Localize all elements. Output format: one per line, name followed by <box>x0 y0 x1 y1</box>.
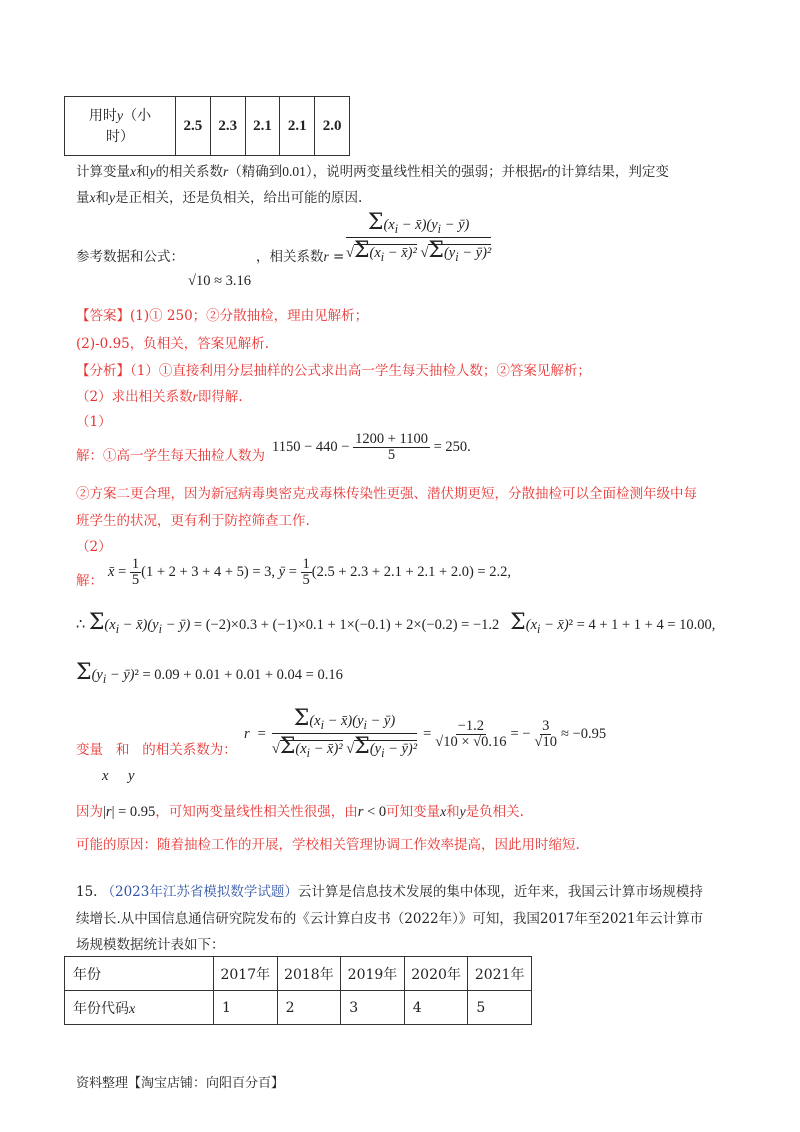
table-cell: 2.3 <box>210 97 245 156</box>
corr-var-y: y <box>128 768 135 784</box>
part2-label: （2） <box>76 539 112 555</box>
sum-line1: ∴ $\Sigma(x_i$ − $x̄)(y_i$ − ȳ) = (−2)×0.3 + (−1)×0.1 + 1×(−0.1) + 2×(−0.2) = −1.2 $\Sigma(x_i$ − x̄)² = 4 + 1 + 1 + 4 = 10.00, <box>76 610 716 636</box>
table-row-label: 年份代码x <box>65 991 214 1025</box>
corr-prefix: 变量 和 的相关系数为： <box>76 742 237 758</box>
table-header-cell: 年份 <box>65 957 214 991</box>
solution3-math: x̄ = $\frac{1}{5}$ (1 + 2 + 3 + 4 + 5) = 3, ȳ = $\frac{1}{5}$ (2.5 + 2.3 + 2.1 + 2.1 + 2.0) = 2.2, <box>108 556 511 588</box>
table-header-cell: 2019年 <box>341 957 405 991</box>
reference-sqrt: √10 ≈ 3.16 <box>188 273 252 289</box>
table-cell: 2 <box>277 991 341 1025</box>
table-cell: 1 <box>214 991 278 1025</box>
corr-var-x: x <box>102 768 109 784</box>
question-text-line1: 计算变量x和y的相关系数r（精确到0.01），说明两变量线性相关的强弱；并根据r的计算结果，判定变 <box>76 164 669 180</box>
table-cell: 2.0 <box>315 97 350 156</box>
table-cell: 4 <box>404 991 468 1025</box>
sum-line2: $\Sigma(y_i$ − ȳ)² = 0.09 + 0.01 + 0.01 + 0.04 = 0.16 <box>76 660 343 686</box>
table-cell: 2.5 <box>176 97 211 156</box>
table-row-label: 用时y（小 时） <box>65 97 176 156</box>
solution3-prefix: 解： <box>76 573 103 589</box>
solution1-math: 1150 − 440 − $\frac{1200 + 1100}{5}$ = 250. <box>272 431 471 463</box>
corr-calc: r = $\Sigma(x_i$ − $x̄)(y_i$ − ȳ) $√\Sigma(x_i$ − x̄)² $√\Sigma(y_i$ − ȳ)² = $\frac{-1.2}{√10 \times √0.16}$ = − $\frac{3}{√10}$ ≈ −0.95 <box>244 706 607 760</box>
table-header-cell: 2018年 <box>277 957 341 991</box>
analysis-line2: （2）求出相关系数r即得解. <box>76 389 243 405</box>
question15-line3: 场规模数据统计表如下： <box>76 937 225 953</box>
analysis-line1: 【分析】（1）①直接利用分层抽样的公式求出高一学生每天抽检人数；②答案见解析； <box>76 363 591 379</box>
solution1-prefix: 解：①高一学生每天抽检人数为 <box>76 448 265 464</box>
footer-text: 资料整理【淘宝店铺：向阳百分百】 <box>76 1076 285 1091</box>
question-number: 15. <box>76 884 98 900</box>
reference-label: 参考数据和公式： <box>76 249 184 265</box>
reference-corr-label: ，相关系数r = <box>256 249 345 265</box>
answer-line1: 【答案】(1)① 250；②分散抽检，理由见解析； <box>76 308 369 324</box>
question-source: （2023年江苏省模拟数学试题） <box>101 884 298 900</box>
table-cell: 2.1 <box>245 97 280 156</box>
corr-formula: $\Sigma(x_i$ − $x̄)(y_i$ − ȳ) $√\Sigma(x_i$ − x̄)² $√\Sigma(y_i$ − ȳ)² <box>346 210 492 264</box>
part1-label: （1） <box>76 414 112 430</box>
table-header-cell: 2020年 <box>404 957 468 991</box>
conclusion-line1: 因为|r| = 0.95，可知两变量线性相关性很强，由r < 0可知变量x和y是负相关. <box>76 804 524 820</box>
data-table-years <box>64 956 532 1025</box>
question-text-line2: 量x和y是正相关，还是负相关，给出可能的原因. <box>76 190 363 206</box>
conclusion-line2: 可能的原因：随着抽检工作的开展，学校相关管理协调工作效率提高，因此用时缩短. <box>76 837 580 853</box>
solution2-line2: 班学生的状况，更有利于防控筛查工作. <box>76 513 310 529</box>
data-table-time <box>64 96 350 156</box>
answer-line2: (2)-0.95，负相关，答案见解析. <box>76 336 270 352</box>
table-header-cell: 2017年 <box>214 957 278 991</box>
table-cell: 3 <box>341 991 405 1025</box>
table-header-cell: 2021年 <box>468 957 532 991</box>
question15-line2: 续增长.从中国信息通信研究院发布的《云计算白皮书（2022年）》可知，我国2017年至2021年云计算市 <box>76 911 704 927</box>
table-cell: 2.1 <box>280 97 315 156</box>
solution2-line1: ②方案二更合理，因为新冠病毒奥密克戎毒株传染性更强、潜伏期更短，分散抽检可以全面检测年级中每 <box>76 486 697 502</box>
question15-line1 <box>76 880 703 900</box>
question15-text1: 云计算是信息技术发展的集中体现，近年来，我国云计算市场规模持 <box>297 884 703 900</box>
table-cell: 5 <box>468 991 532 1025</box>
